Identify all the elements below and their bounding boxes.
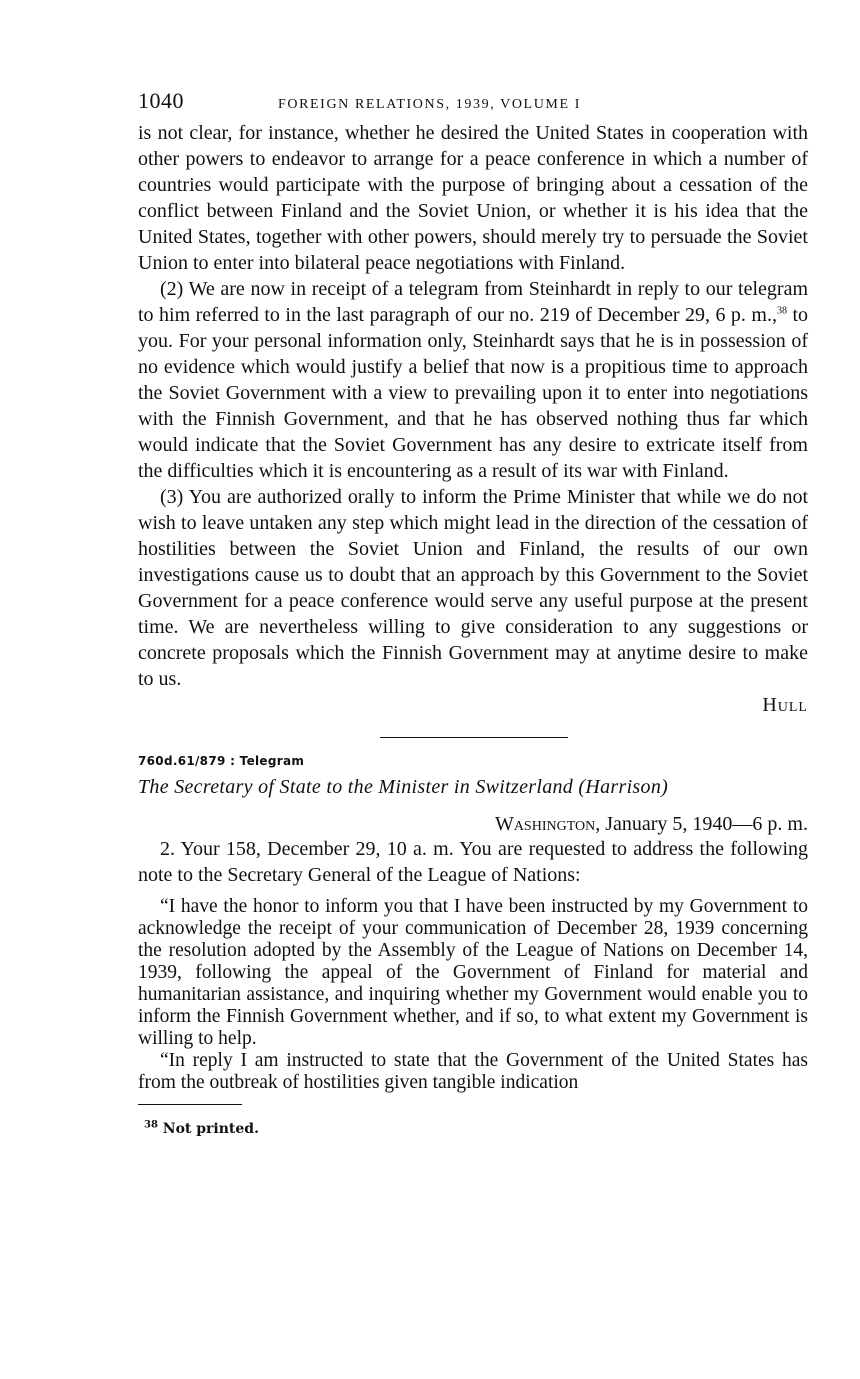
body-text <box>138 120 808 692</box>
signature: Hull <box>762 694 808 716</box>
dateline-date: January 5, 1940—6 p. m. <box>600 813 808 835</box>
running-head: FOREIGN RELATIONS, 1939, VOLUME I <box>278 97 581 112</box>
paragraph-2 <box>138 276 808 484</box>
quoted-paragraph-1: “I have the honor to inform you that I have been instructed by my Government to acknowledge the receipt of your communication of December 28, 1939 concerning the resolution adopted by the Assembly of the League of Nations on December 14, 1939, following the appeal of the Government of Finland for material and humanitarian assistance, and inquiring whether my Government would enable you to inform the Finnish Government whether, and if so, to what extent my Government is willing to help. <box>138 896 808 1049</box>
document-page <box>138 88 808 1137</box>
paragraph-2-text-b: to you. For your personal information only, Steinhardt says that he is in possession of no evidence which would justify a belief that now is a propitious time to approach the Soviet Government with a view to prevailing upon it to enter into negotiations with the Finnish Government, and that he has observed nothing thus far which would indicate that the Soviet Government has any desire to extricate itself from the difficulties which it is encountering as a result of its war with Finland. <box>138 304 808 482</box>
paragraph-2-text-a: (2) We are now in receipt of a telegram from Steinhardt in reply to our telegram to him referred to in the last paragraph of our no. 219 of December 29, 6 p. m., <box>138 278 808 326</box>
section-divider <box>380 737 568 738</box>
paragraph-3: (3) You are authorized orally to inform the Prime Minister that while we do not wish to leave untaken any step which might lead in the direction of the cessation of hostilities between the Soviet Union and Finland, the results of our own investigations cause us to doubt that an approach by this Government to the Soviet Government for a peace conference would serve any useful purpose at the present time. We are nevertheless willing to give consideration to any suggestions or concrete proposals which the Finnish Government may at anytime desire to make to us. <box>138 486 808 690</box>
telegram-body <box>138 836 808 888</box>
dateline-place: Washington, <box>494 813 601 835</box>
quoted-paragraph-2: “In reply I am instructed to state that the Government of the United States has from the outbreak of hostilities given tangible indication <box>138 1050 808 1093</box>
page-header <box>138 88 808 120</box>
paragraph-continued: is not clear, for instance, whether he desired the United States in cooperation with other powers to endeavor to arrange for a peace conference in which a number of countries would participate with the purpose of bringing about a cessation of the conflict between Finland and the Soviet Union, or whether it is his idea that the United States, together with other powers, should merely try to persuade the Soviet Union to enter into bilateral peace negotiations with Finland. <box>138 122 808 274</box>
footnote-text: Not printed. <box>157 1121 259 1137</box>
telegram-intro: 2. Your 158, December 29, 10 a. m. You are requested to address the following note to the Secretary General of the League of Nations: <box>138 838 808 886</box>
document-title: The Secretary of State to the Minister in Switzerland (Harrison) <box>138 776 669 798</box>
quoted-note <box>138 896 808 1094</box>
footnote-rule <box>138 1104 242 1105</box>
page-number: 1040 <box>138 88 184 113</box>
dateline <box>138 813 808 836</box>
footnote-marker: 38 <box>144 1119 158 1131</box>
file-number: 760d.61/879 : Telegram <box>138 754 305 768</box>
footnote <box>144 1121 808 1137</box>
footnote-reference[interactable]: 38 <box>776 305 787 317</box>
